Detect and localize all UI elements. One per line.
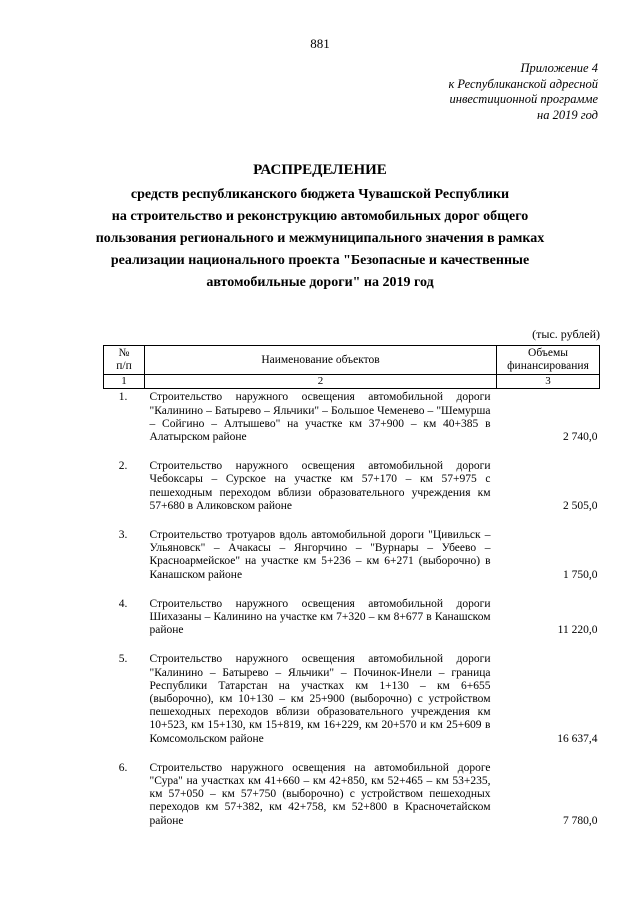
- object-name: Строительство наружного освещения автомобильной дороги "Калинино – Батырево – Яльчики" – Починок-Инели – граница Республики Татарстан на участках км 1+130 – км 6+655 (выборочно), км 10+130 – км 25+900 (выборочно) с устройством пешеходных переходов вблизи образовательного учреждения км 10+523, км 15+130, км 15+819, км 16+229, км 20+570 и км 25+609 в Комсомольском районе: [149, 653, 491, 745]
- subtitle-line: реализации национального проекта "Безопасные и качественные: [110, 253, 530, 268]
- column-header-name: Наименование объектов: [145, 346, 497, 375]
- column-index-row: [104, 375, 600, 389]
- table-row: [104, 460, 600, 529]
- row-number: 3.: [118, 529, 128, 542]
- page-number: 881: [310, 36, 330, 51]
- funding-amount: 1 750,0: [563, 568, 598, 581]
- appendix-line: на 2019 год: [537, 107, 598, 122]
- object-name: Строительство тротуаров вдоль автомобильной дороги "Цивильск – Ульяновск" – Ачакасы – Янгорчино – "Вурнары – Убеево – Красноармейское" на участке км 5+236 – км 6+271 (выборочно) в Канашском районе: [149, 529, 491, 581]
- table-row: [104, 598, 600, 654]
- row-number: 6.: [118, 761, 128, 774]
- column-index: 1: [104, 375, 145, 389]
- funding-amount: 2 740,0: [563, 431, 598, 444]
- appendix-note: [378, 61, 598, 123]
- table-row: [104, 389, 600, 460]
- row-number: 2.: [118, 460, 128, 473]
- header-text: №: [118, 347, 130, 359]
- table-row: [104, 529, 600, 598]
- table-row: [104, 653, 600, 761]
- funding-amount: 11 220,0: [557, 624, 598, 637]
- subtitle-line: средств республиканского бюджета Чувашской Республики: [130, 187, 510, 202]
- appendix-line: Приложение 4: [520, 61, 598, 75]
- row-number: 4.: [118, 597, 128, 610]
- funding-amount: 2 505,0: [563, 499, 598, 512]
- column-header-amount: [497, 346, 600, 375]
- column-index: 3: [497, 375, 600, 389]
- subtitle-line: пользования регионального и межмуниципального значения в рамках: [95, 231, 545, 246]
- document-heading: [80, 160, 560, 294]
- funding-amount: 7 780,0: [563, 814, 598, 827]
- table-row: [104, 762, 600, 844]
- subtitle-line: на строительство и реконструкцию автомобильных дорог общего: [111, 209, 529, 224]
- row-number: 1.: [118, 391, 128, 404]
- column-index: 2: [145, 375, 497, 389]
- header-text: Объемы: [528, 347, 568, 359]
- column-header-number: [104, 346, 145, 375]
- header-text: финансирования: [507, 360, 589, 373]
- object-name: Строительство наружного освещения автомобильной дороги Чебоксары – Сурское на участке км 57+170 – км 57+975 с пешеходным переходом вблизи образовательного учреждения км 57+680 в Аликовском районе: [149, 460, 491, 512]
- row-number: 5.: [118, 653, 128, 666]
- funding-amount: 16 637,4: [557, 732, 598, 745]
- units-label: (тыс. рублей): [532, 327, 600, 341]
- object-name: Строительство наружного освещения автомобильной дороги Шихазаны – Калинино на участке км 7+320 – км 8+677 в Канашском районе: [149, 597, 491, 637]
- subtitle-line: автомобильные дороги" на 2019 год: [206, 275, 434, 290]
- object-name: Строительство наружного освещения на автомобильной дороге "Сура" на участках км 41+660 – км 42+850, км 52+465 – км 53+235, км 57+050 – км 57+750 (выборочно) с устройством пешеходных переходов км 57+382, км 42+758, км 52+800 в Красночетайском районе: [149, 761, 491, 827]
- distribution-table: [103, 345, 600, 844]
- table-header-row: [104, 346, 600, 375]
- header-text: п/п: [116, 360, 132, 373]
- document-title: РАСПРЕДЕЛЕНИЕ: [253, 162, 387, 178]
- appendix-line: к Республиканской адресной: [448, 76, 598, 91]
- appendix-line: инвестиционной программе: [449, 92, 598, 106]
- object-name: Строительство наружного освещения автомобильной дороги "Калинино – Батырево – Яльчики" – Большое Чеменево – "Шемурша – Сойгино – Алтышево" на участке км 37+900 – км 40+385 в Алатырском районе: [149, 391, 491, 444]
